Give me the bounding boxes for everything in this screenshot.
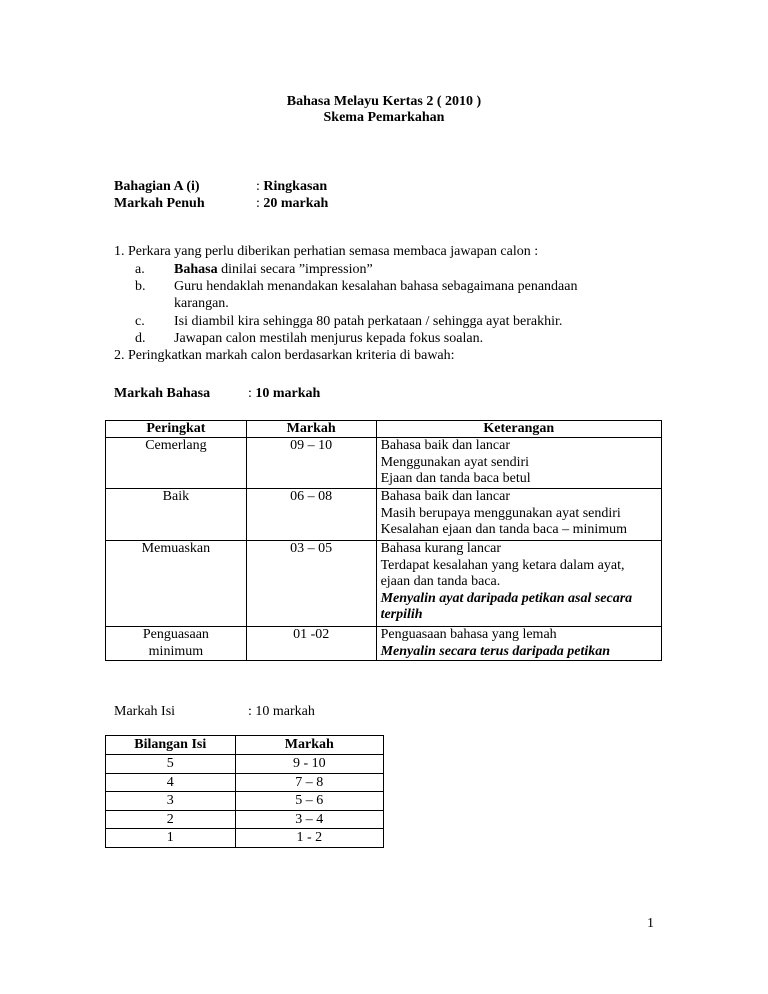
markah-cell: 3 – 4 — [235, 810, 383, 829]
markah-bahasa-value — [248, 386, 320, 402]
instruction-b-marker: b. — [135, 279, 146, 294]
markah-isi-label: Markah Isi — [114, 704, 176, 719]
markah-cell: 06 – 08 — [246, 489, 376, 541]
table-row — [106, 541, 662, 627]
peringkat-text: Cemerlang — [145, 438, 207, 454]
markah-cell: 01 -02 — [246, 627, 376, 661]
peringkat-text: Penguasaan — [142, 627, 209, 643]
markah-penuh-value-text: 20 markah — [263, 196, 329, 211]
instruction-d-marker: d. — [135, 331, 146, 346]
keterangan-line: Menggunakan ayat sendiri — [380, 454, 530, 470]
markah-cell: 9 - 10 — [235, 755, 383, 774]
instruction-a-bold: Bahasa — [174, 262, 218, 277]
peringkat-text: Memuaskan — [141, 541, 211, 557]
table-header-row — [106, 421, 662, 438]
table-row — [106, 627, 662, 661]
instruction-b-line1: Guru hendaklah menandakan kesalahan bahasa sebagaimana penandaan — [174, 279, 578, 294]
document-subtitle: Skema Pemarkahan — [323, 110, 445, 125]
keterangan-line: Bahasa kurang lancar — [380, 541, 502, 557]
bahagian-value-text: Ringkasan — [263, 179, 328, 194]
peringkat-cell — [106, 438, 247, 489]
markah-penuh-colon: : — [256, 196, 264, 211]
markah-isi-value: : 10 markah — [248, 704, 315, 719]
markah-cell: 09 – 10 — [246, 438, 376, 489]
markah-bahasa-colon: : — [248, 386, 256, 401]
table-row — [106, 810, 384, 829]
keterangan-cell — [376, 541, 661, 627]
bilangan-cell: 5 — [106, 755, 236, 774]
header-markah: Markah — [246, 421, 376, 438]
header-markah: Markah — [235, 736, 383, 755]
header-keterangan: Keterangan — [376, 421, 661, 438]
keterangan-line: Terdapat kesalahan yang ketara dalam ayat, — [380, 557, 625, 573]
bilangan-cell: 4 — [106, 773, 236, 792]
keterangan-emphasis: Menyalin ayat daripada petikan asal secara — [380, 590, 633, 606]
page-number: 1 — [647, 916, 654, 931]
table-header-row — [106, 736, 384, 755]
keterangan-cell — [376, 438, 661, 489]
keterangan-line: Bahasa baik dan lancar — [380, 489, 511, 505]
table-row — [106, 773, 384, 792]
instruction-a-rest: dinilai secara ”impression” — [217, 262, 373, 277]
table-row — [106, 755, 384, 774]
keterangan-line: Penguasaan bahasa yang lemah — [380, 627, 557, 643]
keterangan-emphasis: terpilih — [380, 607, 423, 623]
keterangan-line: Bahasa baik dan lancar — [380, 438, 511, 454]
table-row — [106, 489, 662, 541]
header-peringkat: Peringkat — [106, 421, 247, 438]
instruction-a-text — [174, 262, 373, 278]
keterangan-line: Kesalahan ejaan dan tanda baca – minimum — [380, 522, 628, 538]
table-row — [106, 438, 662, 489]
markah-bahasa-value-text: 10 markah — [255, 386, 321, 401]
keterangan-cell — [376, 627, 661, 661]
bilangan-cell: 3 — [106, 792, 236, 811]
bahagian-value — [256, 179, 327, 195]
keterangan-line: Ejaan dan tanda baca betul — [380, 471, 531, 487]
table-row — [106, 792, 384, 811]
peringkat-cell — [106, 541, 247, 627]
markah-cell: 1 - 2 — [235, 829, 383, 848]
instruction-d-text: Jawapan calon mestilah menjurus kepada fokus soalan. — [174, 331, 484, 346]
keterangan-emphasis: Menyalin secara terus daripada petikan — [380, 643, 611, 659]
peringkat-cell — [106, 489, 247, 541]
instruction-2: 2. Peringkatkan markah calon berdasarkan kriteria di bawah: — [114, 348, 455, 363]
bahagian-colon: : — [256, 179, 264, 194]
peringkat-text: Baik — [162, 489, 190, 505]
instruction-b-line2: karangan. — [174, 296, 229, 311]
peringkat-cell — [106, 627, 247, 661]
table-row — [106, 829, 384, 848]
document-title: Bahasa Melayu Kertas 2 ( 2010 ) — [286, 94, 482, 109]
instruction-a-marker: a. — [135, 262, 145, 277]
markah-bahasa-label: Markah Bahasa — [114, 386, 211, 401]
header-bilangan-isi: Bilangan Isi — [106, 736, 236, 755]
markah-penuh-label: Markah Penuh — [114, 196, 205, 211]
bilangan-cell: 1 — [106, 829, 236, 848]
keterangan-cell — [376, 489, 661, 541]
bahagian-label: Bahagian A (i) — [114, 179, 200, 194]
markah-bahasa-table — [105, 420, 662, 661]
keterangan-line: Masih berupaya menggunakan ayat sendiri — [380, 505, 621, 521]
markah-cell: 03 – 05 — [246, 541, 376, 627]
markah-cell: 7 – 8 — [235, 773, 383, 792]
markah-penuh-value — [256, 196, 328, 212]
keterangan-line: ejaan dan tanda baca. — [380, 574, 501, 590]
bilangan-cell: 2 — [106, 810, 236, 829]
instruction-c-marker: c. — [135, 314, 145, 329]
markah-isi-table — [105, 735, 384, 848]
peringkat-text: minimum — [148, 643, 204, 659]
markah-cell: 5 – 6 — [235, 792, 383, 811]
instruction-1: 1. Perkara yang perlu diberikan perhatian semasa membaca jawapan calon : — [114, 244, 539, 259]
instruction-c-text: Isi diambil kira sehingga 80 patah perkataan / sehingga ayat berakhir. — [174, 314, 563, 329]
